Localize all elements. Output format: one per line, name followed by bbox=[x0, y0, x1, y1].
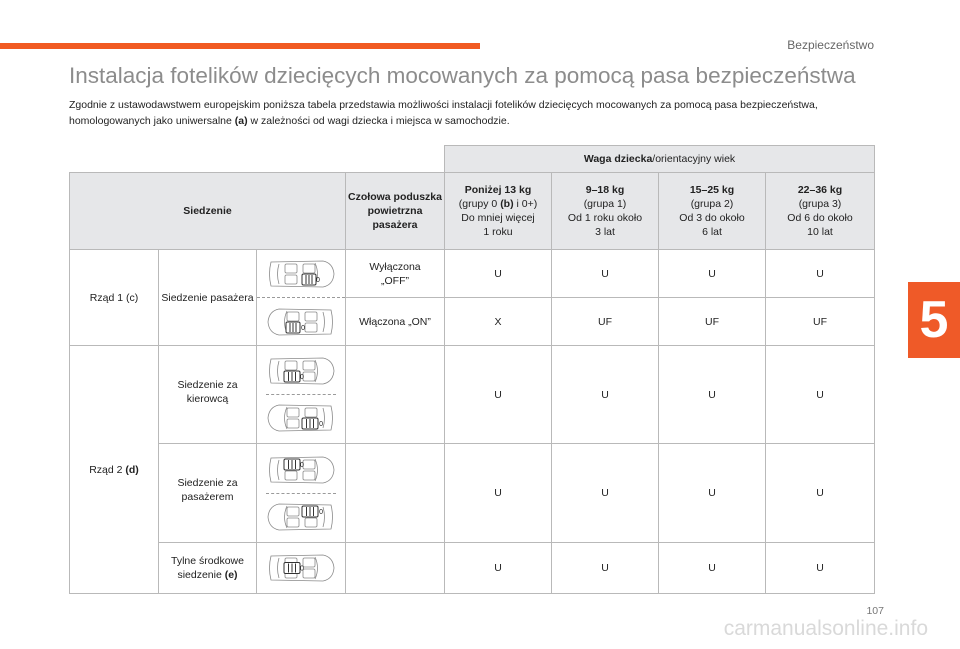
svg-text:0: 0 bbox=[319, 421, 323, 428]
row2-driver-seat-label: Siedzenie za kierowcą bbox=[159, 346, 257, 444]
value-r2d-3: U bbox=[766, 346, 875, 444]
svg-text:0: 0 bbox=[300, 461, 304, 469]
car-top-view-icon bbox=[265, 497, 337, 537]
chapter-tab: 5 bbox=[908, 282, 960, 358]
value-r2d-0: U bbox=[445, 346, 552, 444]
value-r2p-2: U bbox=[659, 444, 766, 543]
section-header: Bezpieczeństwo bbox=[787, 38, 874, 52]
intro-paragraph bbox=[69, 97, 859, 129]
value-r1off-0: U bbox=[445, 250, 552, 298]
page-number: 107 bbox=[866, 605, 884, 617]
row2-middle-airbag-empty bbox=[346, 543, 445, 594]
value-r2d-2: U bbox=[659, 346, 766, 444]
value-r1on-0: X bbox=[445, 298, 552, 346]
value-r2d-1: U bbox=[552, 346, 659, 444]
row2-middle-seat-label: Tylne środkowe siedzenie (e) bbox=[159, 543, 257, 594]
top-accent-bar bbox=[0, 43, 480, 49]
car-top-view-icon bbox=[265, 450, 337, 490]
airbag-on-label: Włączona „ON” bbox=[346, 298, 445, 346]
car-top-view-icon bbox=[265, 548, 337, 588]
value-r2m-0: U bbox=[445, 543, 552, 594]
value-r1off-2: U bbox=[659, 250, 766, 298]
svg-text:0: 0 bbox=[300, 374, 304, 381]
row2-passenger-airbag-empty bbox=[346, 444, 445, 543]
car-diagram-rear-middle bbox=[257, 543, 346, 594]
intro-text-1: Zgodnie z ustawodawstwem europejskim poniższa tabela przedstawia możliwości instalacji fotelików dziecięcych mocowanych za pomocą pasa bezpieczeństwa, homologowanych jako uniwersalne bbox=[69, 99, 818, 127]
car-top-view-icon bbox=[265, 254, 337, 294]
svg-text:0: 0 bbox=[300, 565, 304, 573]
row2-driver-airbag-empty bbox=[346, 346, 445, 444]
car-top-view-icon bbox=[265, 398, 337, 438]
seat-column-header: Siedzenie bbox=[70, 173, 346, 250]
svg-text:0: 0 bbox=[301, 324, 305, 332]
svg-text:0: 0 bbox=[316, 276, 320, 284]
watermark-logo: carmanualsonline.info bbox=[723, 617, 928, 640]
value-r1on-2: UF bbox=[659, 298, 766, 346]
car-top-view-icon bbox=[265, 351, 337, 391]
airbag-off-label: Wyłączona „OFF” bbox=[346, 250, 445, 298]
group-header-1: 9–18 kg (grupa 1) Od 1 roku około 3 lat bbox=[552, 173, 659, 250]
value-r2m-3: U bbox=[766, 543, 875, 594]
value-r1on-3: UF bbox=[766, 298, 875, 346]
row2-passenger-seat-label: Siedzenie za pasażerem bbox=[159, 444, 257, 543]
car-diagram-front-passenger-bottom bbox=[257, 298, 346, 346]
value-r1off-1: U bbox=[552, 250, 659, 298]
value-r2p-0: U bbox=[445, 444, 552, 543]
child-seat-table bbox=[69, 145, 875, 594]
value-r1on-1: UF bbox=[552, 298, 659, 346]
airbag-column-header: Czołowa poduszka powietrzna pasażera bbox=[346, 173, 445, 250]
weight-header: Waga dziecka/orientacyjny wiek bbox=[445, 146, 875, 173]
row1-label: Rząd 1 (c) bbox=[70, 250, 159, 346]
group-header-0: Poniżej 13 kg (grupy 0 (b) i 0+) Do mniej więcej 1 roku bbox=[445, 173, 552, 250]
car-top-view-icon bbox=[265, 302, 337, 342]
row2-label: Rząd 2 (d) bbox=[70, 346, 159, 594]
car-diagram-front-passenger-top bbox=[257, 250, 346, 298]
car-diagram-rear-passenger bbox=[257, 444, 346, 543]
intro-text-2: w zależności od wagi dziecka i miejsca w samochodzie. bbox=[247, 115, 510, 127]
row1-seat-label: Siedzenie pasażera bbox=[159, 250, 257, 346]
svg-text:0: 0 bbox=[319, 508, 323, 516]
value-r2p-3: U bbox=[766, 444, 875, 543]
group-header-2: 15–25 kg (grupa 2) Od 3 do około 6 lat bbox=[659, 173, 766, 250]
car-diagram-rear-driver bbox=[257, 346, 346, 444]
value-r2m-1: U bbox=[552, 543, 659, 594]
intro-ref: (a) bbox=[234, 115, 248, 127]
value-r2m-2: U bbox=[659, 543, 766, 594]
value-r2p-1: U bbox=[552, 444, 659, 543]
group-header-3: 22–36 kg (grupa 3) Od 6 do około 10 lat bbox=[766, 173, 875, 250]
value-r1off-3: U bbox=[766, 250, 875, 298]
page-title: Instalacja fotelików dziecięcych mocowanych za pomocą pasa bezpieczeństwa bbox=[69, 63, 856, 88]
